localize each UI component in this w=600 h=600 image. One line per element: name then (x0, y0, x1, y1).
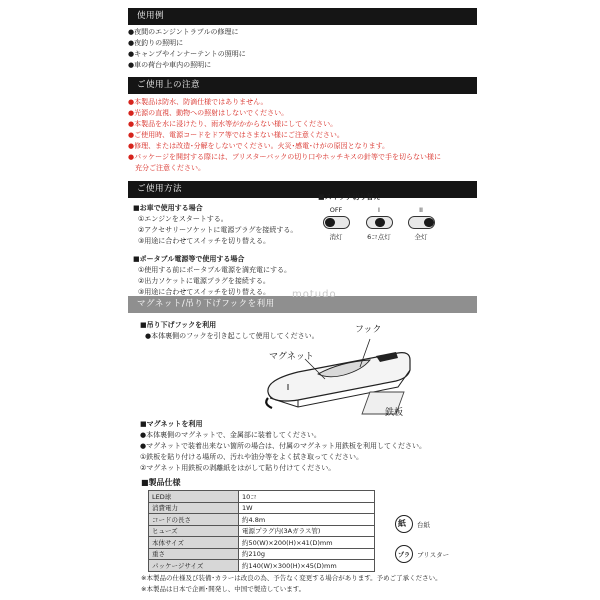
switch-label-off: 消灯 (329, 233, 343, 241)
switch-mark-off: OFF (329, 206, 343, 214)
spec-key: LED球 (149, 491, 239, 503)
spec-value: 約140(W)×300(H)×45(D)mm (239, 560, 375, 572)
table-row (149, 560, 375, 572)
spec-value: 約4.8m (239, 514, 375, 526)
hook-desc: ●本体裏側のフックを引き起こして使用してください。 (145, 332, 319, 340)
recycle-label: 台紙 (417, 521, 430, 529)
spec-value: 約210g (239, 548, 375, 560)
warning-item: ●修理、または改造･分解をしないでください。火災･感電･けがの原因となります。 (128, 142, 390, 150)
switch-heading: ■スイッチ切り替え (318, 193, 381, 201)
spec-key: 本体サイズ (149, 537, 239, 549)
recycle-label: ブリスター (417, 551, 450, 559)
footer-note: ※本製品は日本で企画･開発し、中国で製造しています。 (141, 585, 306, 593)
spec-key: パッケージサイズ (149, 560, 239, 572)
step-item: ②アクセサリーソケットに電源プラグを接続する。 (138, 226, 298, 234)
warning-item: 充分ご注意ください。 (128, 164, 205, 172)
spec-key: ヒューズ (149, 525, 239, 537)
hook-pointer (352, 335, 392, 375)
table-row (149, 537, 375, 549)
spec-table (148, 490, 375, 572)
list-item: ●夜間のエンジントラブルの修理に (128, 28, 239, 36)
switch-label-full: 全灯 (414, 233, 428, 241)
section-title: ご使用方法 (137, 184, 183, 194)
spec-value: 1W (239, 502, 375, 514)
table-row (149, 502, 375, 514)
spec-key: 重さ (149, 548, 239, 560)
switch-mark-1: I (378, 206, 380, 214)
specs-heading: ■製品仕様 (141, 478, 181, 487)
watermark: motudo (292, 289, 337, 300)
magnet-item: ●マグネットで装着出来ない箇所の場合は、付属のマグネット用鉄板を利用してください。 (140, 442, 426, 450)
spec-value: 約50(W)×200(H)×41(D)mm (239, 537, 375, 549)
step-item: ①エンジンをスタートする。 (138, 215, 228, 223)
section-title: 使用例 (137, 11, 165, 21)
list-item: ●キャンプやインナーテントの照明に (128, 50, 246, 58)
switch-half-icon (366, 216, 393, 229)
step-item: ③用途に合わせてスイッチを切り替える。 (138, 237, 270, 245)
footer-note: ※本製品の仕様及び装備･カラーは改良の為、予告なく変更する場合があります。予めご了承ください。 (141, 574, 442, 582)
paper-recycle-icon (395, 515, 413, 533)
warning-item: ●パッケージを開封する際には、ブリスターパックの切り口やホッチキスの針等で手を切らない様に (128, 153, 442, 161)
section-bar-precautions (128, 77, 477, 94)
spec-value: 10コ (239, 491, 375, 503)
warning-item: ●本製品は防水、防滴仕様ではありません。 (128, 98, 268, 106)
section-bar-usage-method (128, 181, 477, 198)
warning-item: ●光源の直視、動物への照射はしないでください。 (128, 109, 289, 117)
recycle-symbol: プラ (397, 552, 410, 559)
warning-item: ●ご使用時、電源コードをドア等ではさまない様にご注意ください。 (128, 131, 344, 139)
table-row (149, 514, 375, 526)
list-item: ●車の荷台や車内の照明に (128, 61, 212, 69)
step-item: ①使用する前にポータブル電源を満充電にする。 (138, 266, 291, 274)
magnet-item: ●本体裏側のマグネットで、金属部に装着してください。 (140, 431, 321, 439)
section-bar-usage-examples (128, 8, 477, 25)
switch-mark-2: II (419, 206, 423, 214)
step-item: ②出力ソケットに電源プラグを接続する。 (138, 277, 270, 285)
switch-label-half: 6コ点灯 (367, 233, 391, 241)
section-title: ご使用上の注意 (137, 80, 201, 90)
warning-item: ●本製品を水に浸けたり、雨水等がかからない様にしてください。 (128, 120, 338, 128)
plastic-recycle-icon (395, 545, 413, 563)
table-row (149, 525, 375, 537)
car-heading: ■お車で使用する場合 (133, 204, 203, 212)
hook-label: フック (355, 325, 382, 335)
section-title: マグネット/吊り下げフックを利用 (137, 299, 275, 309)
table-row (149, 548, 375, 560)
spec-key: コードの長さ (149, 514, 239, 526)
plate-label: 鉄板 (385, 408, 404, 418)
magnet-heading: ■マグネットを利用 (140, 420, 203, 428)
list-item: ●夜釣りの照明に (128, 39, 184, 47)
step-item: ③用途に合わせてスイッチを切り替える。 (138, 288, 270, 296)
hook-heading: ■吊り下げフックを利用 (140, 321, 217, 329)
table-row (149, 491, 375, 503)
switch-off-icon (323, 216, 350, 229)
recycle-symbol: 紙 (398, 519, 406, 528)
portable-heading: ■ポータブル電源等で使用する場合 (133, 255, 245, 263)
magnet-item: ①鉄板を貼り付ける場所の、汚れや油分等をよく拭き取ってください。 (140, 453, 363, 461)
spec-key: 消費電力 (149, 502, 239, 514)
magnet-label: マグネット (269, 352, 314, 362)
spec-value: 電源プラグ内(3Aガラス管) (239, 525, 375, 537)
magnet-item: ②マグネット用鉄板の剥離紙をはがして貼り付けてください。 (140, 464, 336, 472)
switch-full-icon (408, 216, 435, 229)
